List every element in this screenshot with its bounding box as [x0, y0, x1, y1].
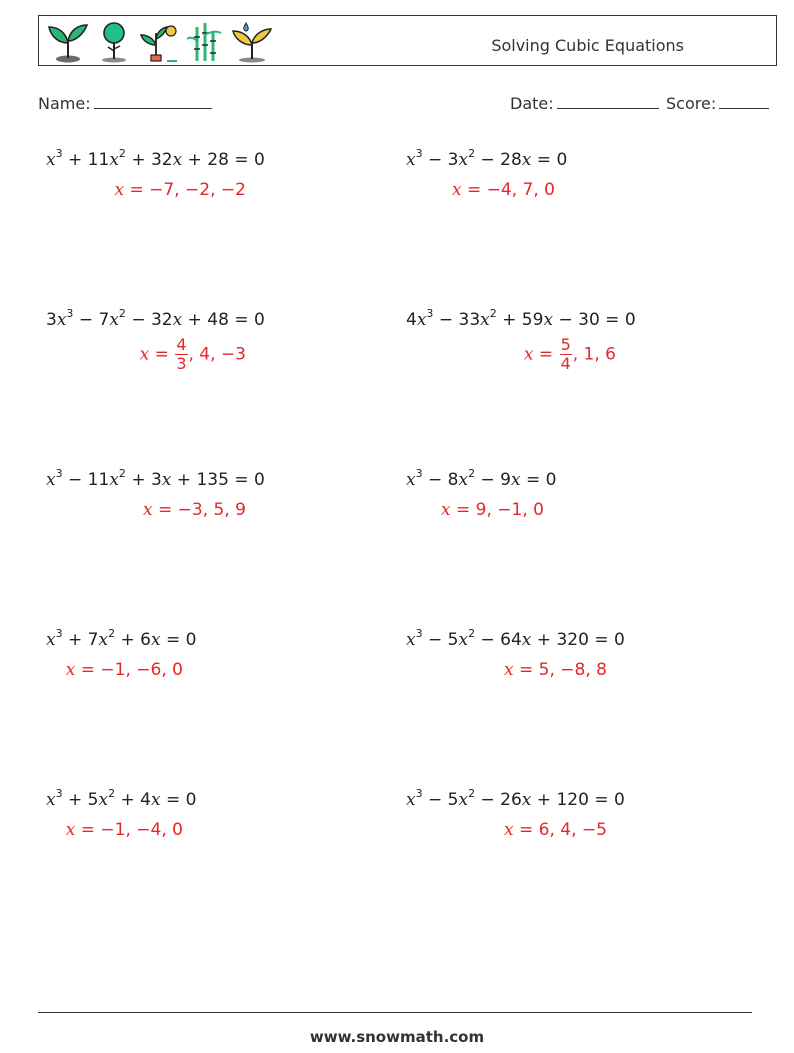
footer-website[interactable]: www.snowmath.com: [309, 1028, 485, 1046]
answer-variable: x: [139, 344, 150, 365]
answer-rest: , 4, −3: [188, 344, 246, 365]
problem-4-equation: $4x^3 - 33x^2 + 59x - 30 = 0$: [406, 307, 636, 330]
problem-10-answer: x = 6, 4, −5: [503, 820, 607, 840]
problem-4-answer: [524, 336, 616, 373]
problem-10-equation: $x^3 - 5x^2 - 26x + 120 = 0$: [406, 787, 625, 810]
problem-5-answer: x = −3, 5, 9: [142, 500, 246, 520]
problem-1-equation: $x^3 + 11x^2 + 32x + 28 = 0$: [46, 147, 265, 170]
fraction-numerator: 4: [176, 335, 187, 354]
problem-2-equation: $x^3 - 3x^2 - 28x = 0$: [406, 147, 568, 170]
answer-fraction: [560, 336, 572, 373]
answer-equals: =: [533, 344, 559, 365]
date-field[interactable]: [510, 94, 659, 113]
bamboo-icon: [187, 21, 223, 63]
problem-6-equation: $x^3 - 8x^2 - 9x = 0$: [406, 467, 557, 490]
header-icons: [45, 21, 275, 63]
fraction-numerator: 5: [560, 335, 571, 354]
fraction-denominator: 3: [176, 354, 187, 373]
garden-plant-icon: [137, 21, 181, 63]
problem-6-answer: x = 9, −1, 0: [440, 500, 544, 520]
score-blank[interactable]: [719, 94, 769, 109]
problem-8-answer: x = 5, −8, 8: [503, 660, 607, 680]
problem-8-equation: $x^3 - 5x^2 - 64x + 320 = 0$: [406, 627, 625, 650]
problem-2-answer: x = −4, 7, 0: [451, 180, 555, 200]
score-field[interactable]: [666, 94, 769, 113]
problem-3-equation: $3x^3 - 7x^2 - 32x + 48 = 0$: [46, 307, 265, 330]
date-blank[interactable]: [557, 94, 659, 109]
watering-plant-icon: [229, 21, 275, 63]
problem-9-equation: $x^3 + 5x^2 + 4x = 0$: [46, 787, 197, 810]
problem-7-answer: x = −1, −6, 0: [65, 660, 183, 680]
problem-3-answer: [140, 336, 246, 373]
date-label: Date:: [510, 94, 554, 113]
answer-fraction: [175, 336, 187, 373]
worksheet-title: Solving Cubic Equations: [491, 36, 684, 55]
name-field[interactable]: [38, 94, 212, 113]
name-label: Name:: [38, 94, 91, 113]
worksheet-header: [38, 15, 777, 66]
score-label: Score:: [666, 94, 717, 113]
problem-9-answer: x = −1, −4, 0: [65, 820, 183, 840]
name-blank[interactable]: [94, 94, 212, 109]
tree-icon: [97, 21, 131, 63]
answer-variable: x: [523, 344, 534, 365]
answer-rest: , 1, 6: [572, 344, 616, 365]
answer-equals: =: [149, 344, 175, 365]
problem-7-equation: $x^3 + 7x^2 + 6x = 0$: [46, 627, 197, 650]
problem-5-equation: $x^3 - 11x^2 + 3x + 135 = 0$: [46, 467, 265, 490]
fraction-denominator: 4: [560, 354, 571, 373]
footer-divider: [38, 1012, 752, 1013]
sprout-icon: [45, 21, 91, 63]
problem-1-answer: x = −7, −2, −2: [114, 180, 246, 200]
